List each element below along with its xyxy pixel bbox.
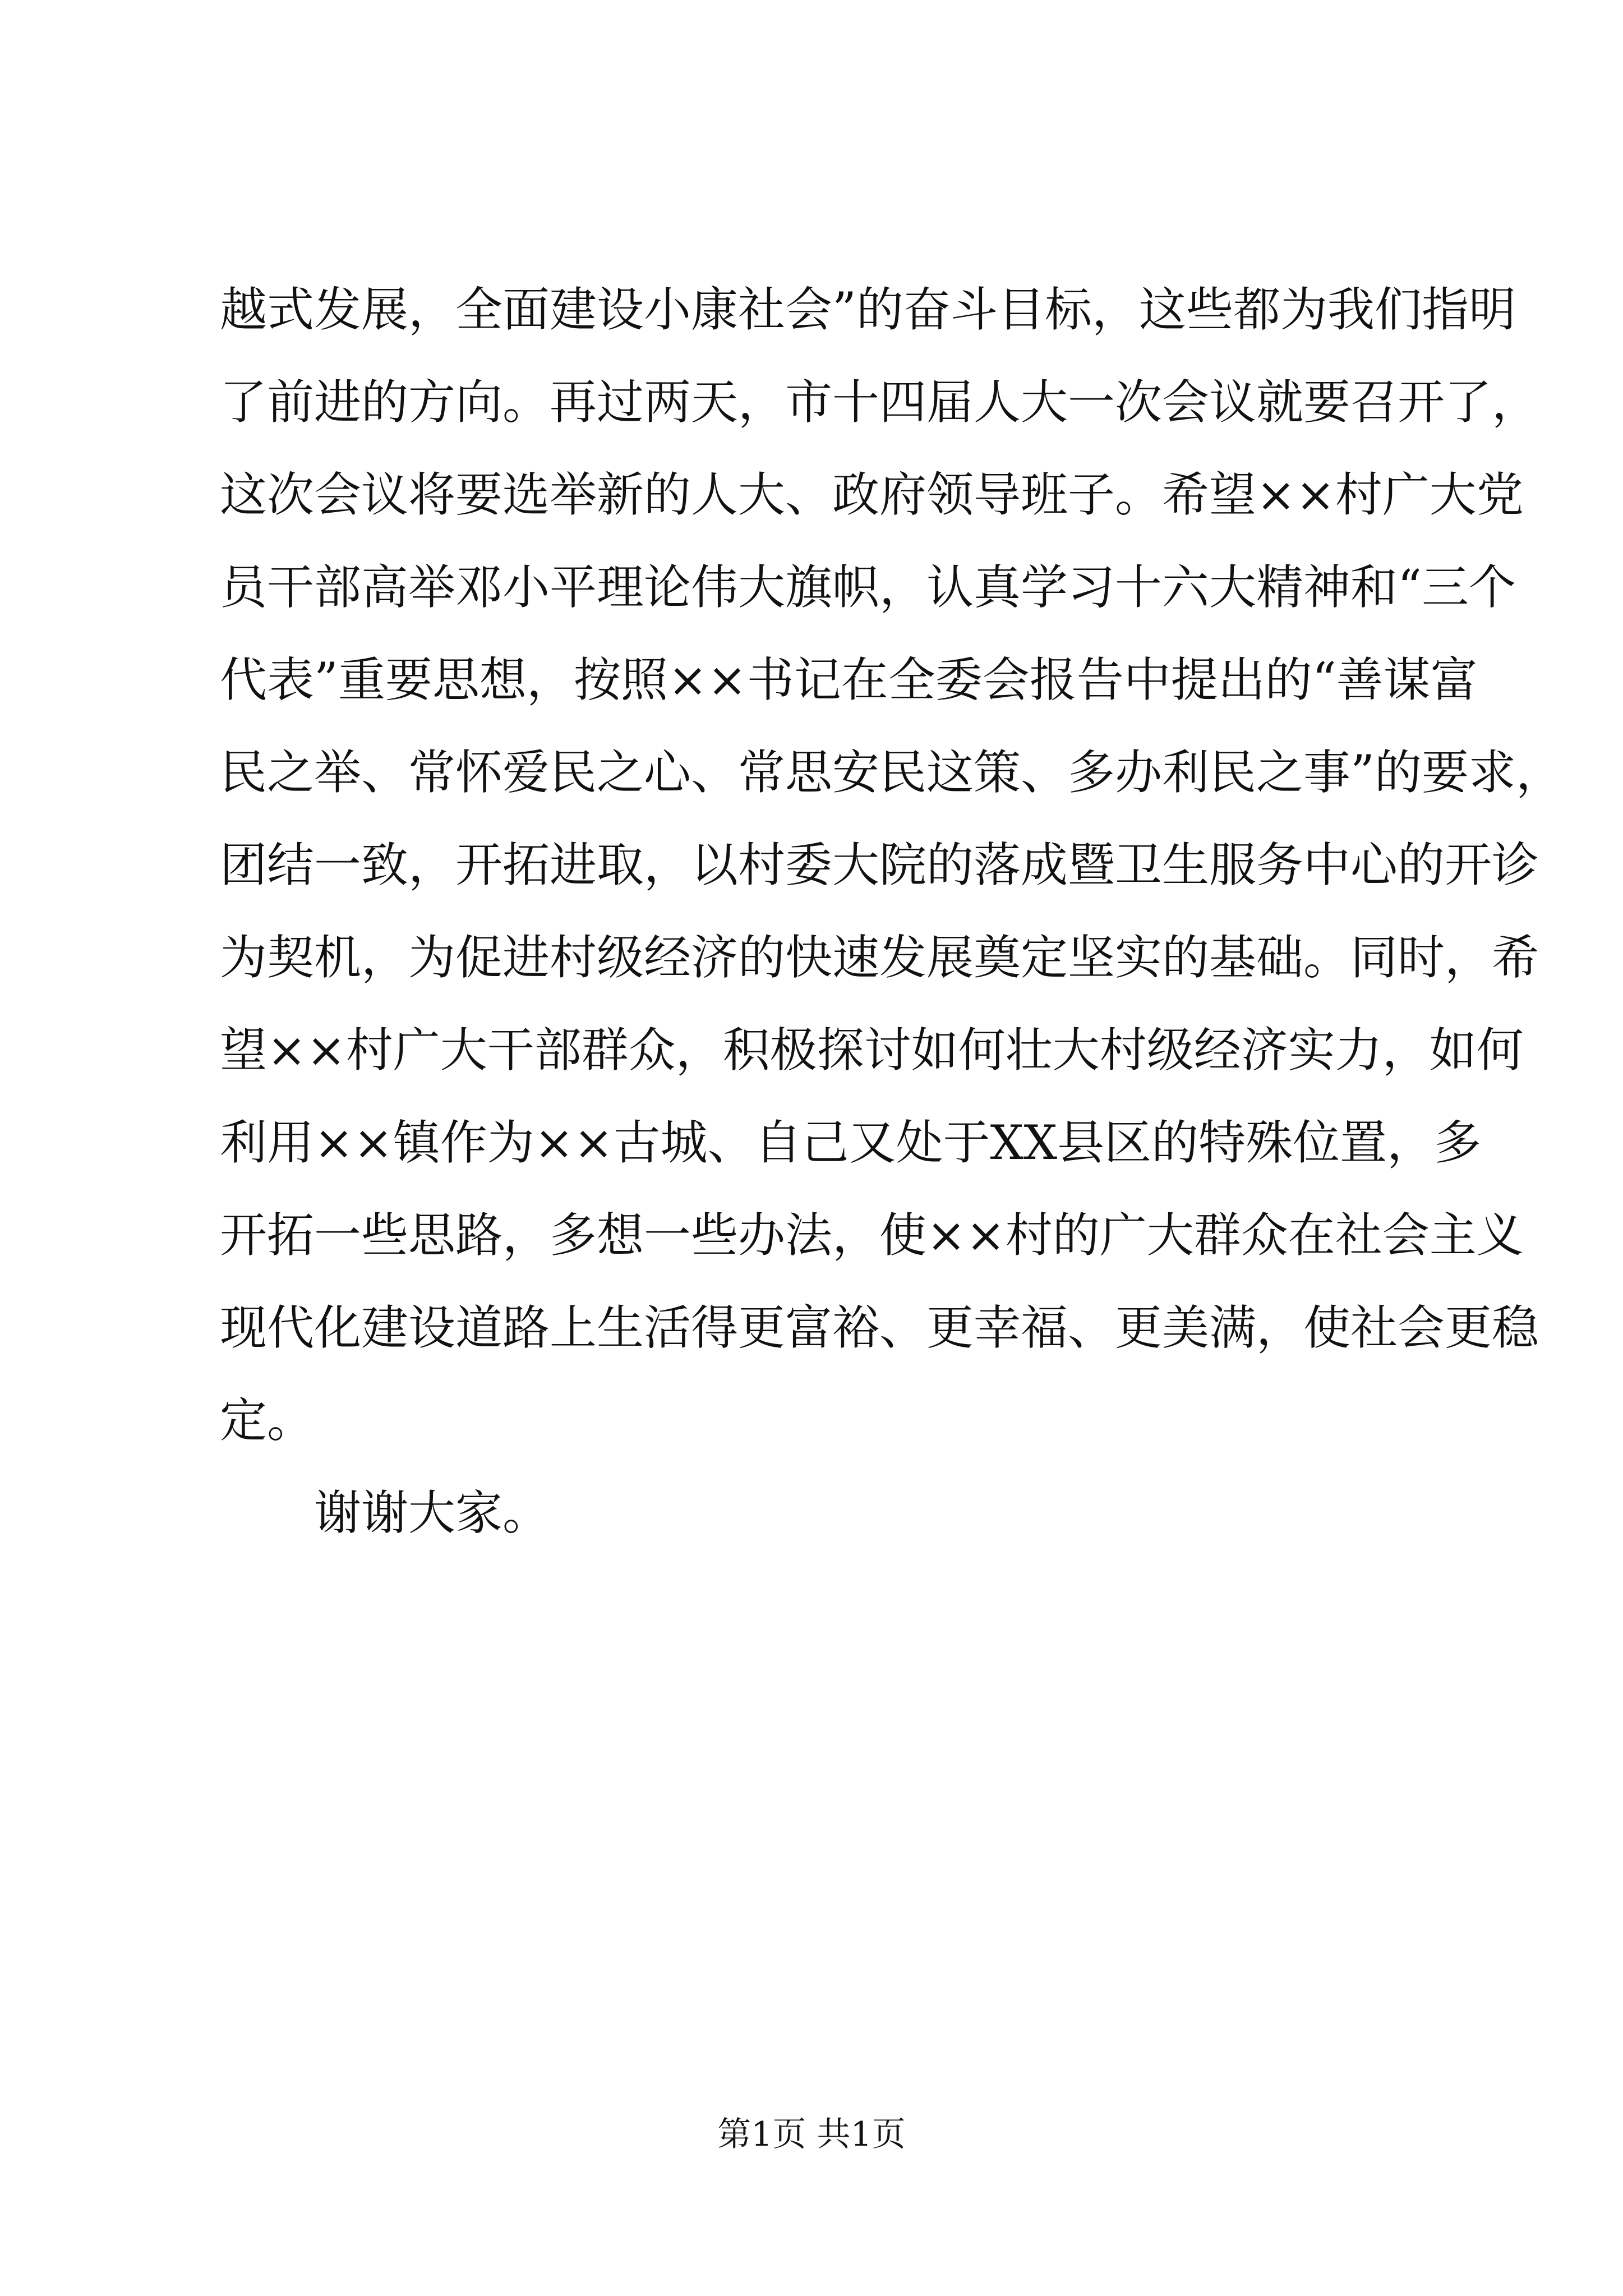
paragraph-line: 这次会议将要选举新的人大、政府领导班子。希望××村广大党 bbox=[220, 467, 1524, 522]
paragraph-line: 为契机，为促进村级经济的快速发展奠定坚实的基础。同时，希 bbox=[220, 930, 1539, 985]
paragraph-line: 现代化建设道路上生活得更富裕、更幸福、更美满，使社会更稳 bbox=[220, 1300, 1539, 1355]
paragraph-line: 代表”重要思想，按照××书记在全委会报告中提出的“善谋富 bbox=[220, 652, 1478, 707]
closing-line: 谢谢大家。 bbox=[314, 1485, 550, 1540]
page-footer: 第1页 共1页 bbox=[717, 2115, 906, 2154]
paragraph-line: 望××村广大干部群众，积极探讨如何壮大村级经济实力，如何 bbox=[220, 1023, 1524, 1078]
paragraph-line: 民之举、常怀爱民之心、常思安民这策、多办利民之事”的要求， bbox=[220, 745, 1563, 800]
paragraph-line: 定。 bbox=[220, 1393, 315, 1448]
paragraph-line: 利用××镇作为××古城、自己又处于XX县区的特殊位置，多 bbox=[220, 1115, 1482, 1170]
paragraph-line: 员干部高举邓小平理论伟大旗帜，认真学习十六大精神和“三个 bbox=[220, 560, 1516, 615]
body-text bbox=[220, 264, 1563, 1559]
paragraph-line: 越式发展，全面建设小康社会”的奋斗目标，这些都为我们指明 bbox=[220, 282, 1516, 337]
paragraph-line: 了前进的方向。再过两天，市十四届人大一次会议就要召开了， bbox=[220, 375, 1539, 430]
paragraph-line: 团结一致，开拓进取，以村委大院的落成暨卫生服务中心的开诊 bbox=[220, 838, 1539, 892]
paragraph-line: 开拓一些思路，多想一些办法，使××村的广大群众在社会主义 bbox=[220, 1208, 1524, 1263]
